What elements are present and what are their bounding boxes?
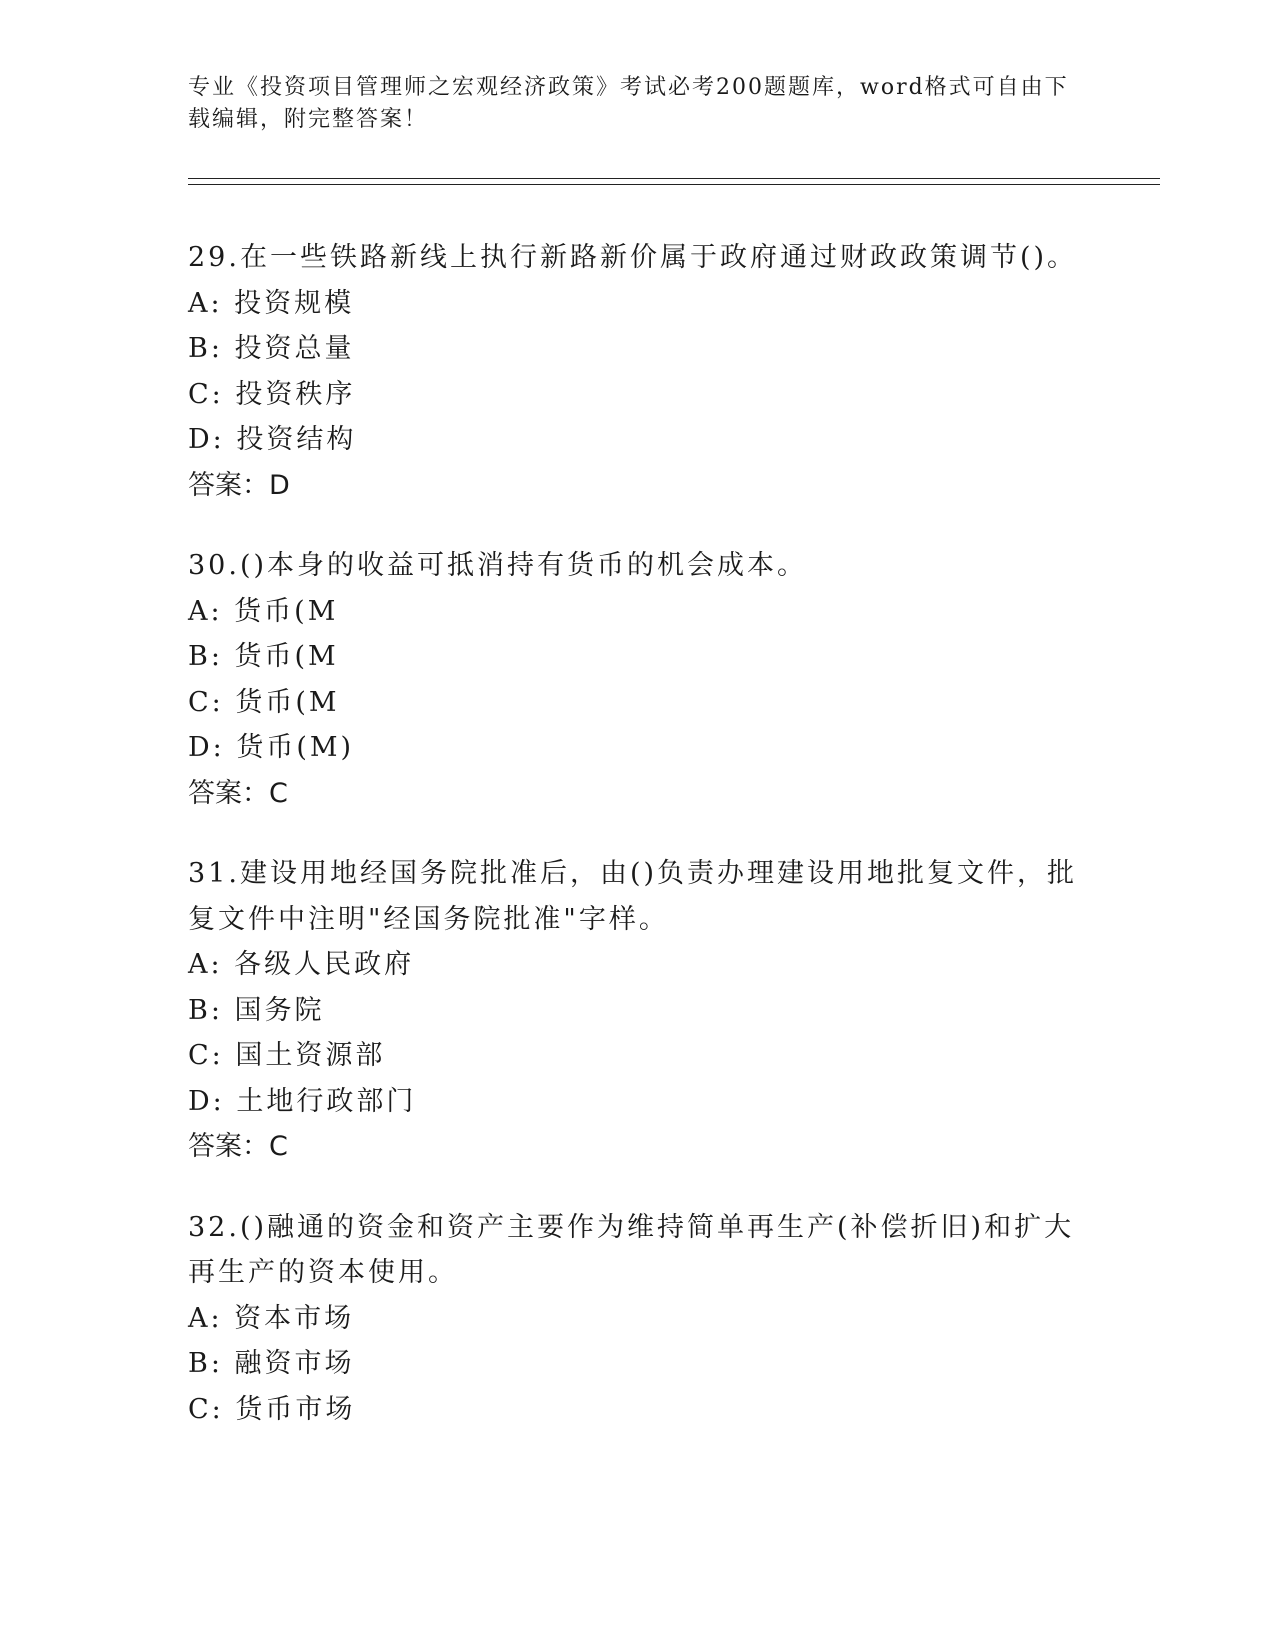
question-stem: 32.()融通的资金和资产主要作为维持简单再生产(补偿折旧)和扩大再生产的资本使用。 (188, 1211, 1075, 1288)
option-a: A: 投资规模 (188, 287, 355, 319)
answer: 答案：C (188, 1131, 288, 1162)
option-a: A: 货币(M (188, 595, 339, 627)
option-c: C: 国土资源部 (188, 1040, 386, 1071)
option-b: B: 国务院 (188, 994, 325, 1026)
option-c: C: 投资秩序 (188, 378, 356, 410)
answer: 答案：D (188, 469, 290, 501)
header-divider-bottom (188, 184, 1160, 185)
document-header: 专业《投资项目管理师之宏观经济政策》考试必考200题题库，word格式可自由下载编辑，附完整答案！ (188, 75, 1069, 132)
option-d: D: 投资结构 (188, 424, 357, 455)
option-b: B: 货币(M (188, 641, 339, 672)
question-list (188, 235, 1088, 1467)
question-stem: 31.建设用地经国务院批准后，由()负责办理建设用地批复文件，批复文件中注明"经国务院批准"字样。 (188, 858, 1078, 935)
question-29 (188, 235, 1088, 508)
option-d: D: 货币(M) (188, 732, 355, 763)
question-30 (188, 543, 1088, 816)
header-divider-top (188, 178, 1160, 179)
option-c: C: 货币市场 (188, 1393, 356, 1425)
option-b: B: 融资市场 (188, 1348, 355, 1379)
answer: 答案：C (188, 777, 288, 809)
question-32 (188, 1205, 1088, 1433)
question-stem: 29.在一些铁路新线上执行新路新价属于政府通过财政政策调节()。 (188, 242, 1078, 273)
question-31 (188, 851, 1088, 1170)
option-a: A: 各级人民政府 (188, 949, 415, 980)
option-d: D: 土地行政部门 (188, 1085, 417, 1117)
option-c: C: 货币(M (188, 686, 340, 718)
question-stem: 30.()本身的收益可抵消持有货币的机会成本。 (188, 550, 808, 581)
option-b: B: 投资总量 (188, 333, 355, 364)
option-a: A: 资本市场 (188, 1302, 355, 1334)
